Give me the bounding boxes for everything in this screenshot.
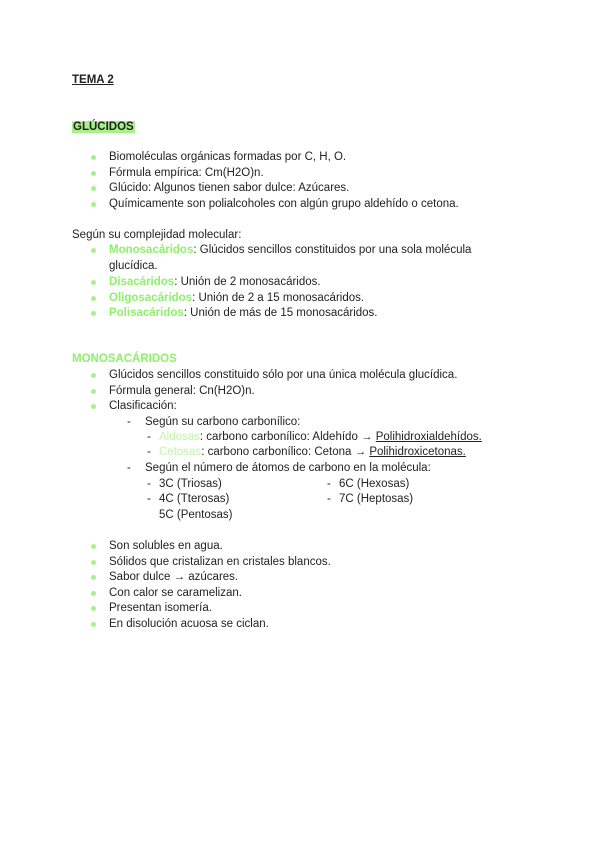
aldosas-line <box>159 430 482 444</box>
list-item: Sólidos que cristalizan en cristales blancos. <box>109 556 331 568</box>
term-desc: : Unión de 2 a 15 monosacáridos. <box>192 292 365 304</box>
atoms-item: 7C (Heptosas) <box>339 493 414 505</box>
cetosas-link: Polihidroxicetonas. <box>369 446 466 458</box>
list-item: Con calor se caramelizan. <box>109 587 242 599</box>
bullet-dot <box>91 560 96 565</box>
bullet-dot <box>91 280 96 285</box>
term-disacaridos: Disacáridos <box>109 276 175 288</box>
atoms-item: 5C (Pentosas) <box>159 509 233 521</box>
complexity-intro: Según su complejidad molecular: <box>72 229 242 241</box>
list-item: Clasificación: <box>109 400 177 412</box>
list-item: Sabor dulce → azúcares. <box>109 571 239 583</box>
bullet-dot <box>91 155 96 160</box>
cetosas-line <box>159 445 466 459</box>
dash-marker: - <box>127 416 131 428</box>
section-heading-glucidos <box>72 120 135 134</box>
bullet-dot <box>91 296 96 301</box>
bullet-dot <box>91 373 96 378</box>
dash-marker: - <box>147 478 151 490</box>
bullet-dot <box>91 404 96 409</box>
list-item: Biomoléculas orgánicas formadas por C, H, O. <box>109 151 347 163</box>
bullet-dot <box>91 202 96 207</box>
list-item: Glúcido: Algunos tienen sabor dulce: Azúcares. <box>109 182 350 194</box>
aldosas-link: Polihidroxialdehídos. <box>375 431 482 443</box>
list-item <box>109 291 364 305</box>
bullet-dot <box>91 622 96 627</box>
bullet-dot <box>91 575 96 580</box>
list-item <box>109 243 471 257</box>
list-item-continuation: glucídica. <box>109 260 158 272</box>
glucidos-heading-text: GLÚCIDOS <box>73 121 134 133</box>
list-item: Químicamente son polialcoholes con algún grupo aldehído o cetona. <box>109 198 459 210</box>
carbonyl-intro: Según su carbono carbonílico: <box>145 416 301 428</box>
bullet-dot <box>91 606 96 611</box>
page-title: TEMA 2 <box>72 74 114 86</box>
term-monosacaridos: Monosacáridos <box>109 244 194 256</box>
dash-marker: - <box>127 462 131 474</box>
atoms-item: 4C (Tterosas) <box>159 493 230 505</box>
cetosas-desc: : carbono carbonílico: Cetona → <box>201 446 370 458</box>
bullet-dot <box>91 591 96 596</box>
list-item: Presentan isomería. <box>109 602 212 614</box>
bullet-dot <box>91 311 96 316</box>
term-oligosacaridos: Oligosacáridos <box>109 292 193 304</box>
list-item: Fórmula empírica: Cm(H2O)n. <box>109 167 264 179</box>
term-desc: : Glúcidos sencillos constituidos por una sola molécula <box>193 244 472 256</box>
dash-marker: - <box>327 493 331 505</box>
list-item: En disolución acuosa se ciclan. <box>109 618 269 630</box>
bullet-dot <box>91 389 96 394</box>
list-item: Glúcidos sencillos constituido sólo por una única molécula glucídica. <box>109 369 458 381</box>
list-item: Fórmula general: Cn(H2O)n. <box>109 385 255 397</box>
bullet-dot <box>91 248 96 253</box>
dash-marker: - <box>327 478 331 490</box>
term-polisacaridos: Polisacáridos <box>109 307 184 319</box>
list-item: Son solubles en agua. <box>109 540 223 552</box>
dash-marker: - <box>147 446 151 458</box>
bullet-dot <box>91 186 96 191</box>
list-item <box>109 306 378 320</box>
term-aldosas: Aldosas <box>159 431 200 443</box>
list-item <box>109 275 321 289</box>
dash-marker: - <box>147 493 151 505</box>
aldosas-desc: : carbono carbonílico: Aldehído → <box>199 431 376 443</box>
term-desc: : Unión de 2 monosacáridos. <box>174 276 321 288</box>
section-heading-monosacaridos: MONOSACÁRIDOS <box>72 353 177 365</box>
term-desc: : Unión de más de 15 monosacáridos. <box>183 307 378 319</box>
bullet-dot <box>91 171 96 176</box>
term-cetosas: Cetosas <box>159 446 202 458</box>
atoms-item: 3C (Triosas) <box>159 478 222 490</box>
atoms-intro: Según el número de átomos de carbono en la molécula: <box>145 462 431 474</box>
dash-marker: - <box>147 431 151 443</box>
bullet-dot <box>91 544 96 549</box>
atoms-item: 6C (Hexosas) <box>339 478 410 490</box>
